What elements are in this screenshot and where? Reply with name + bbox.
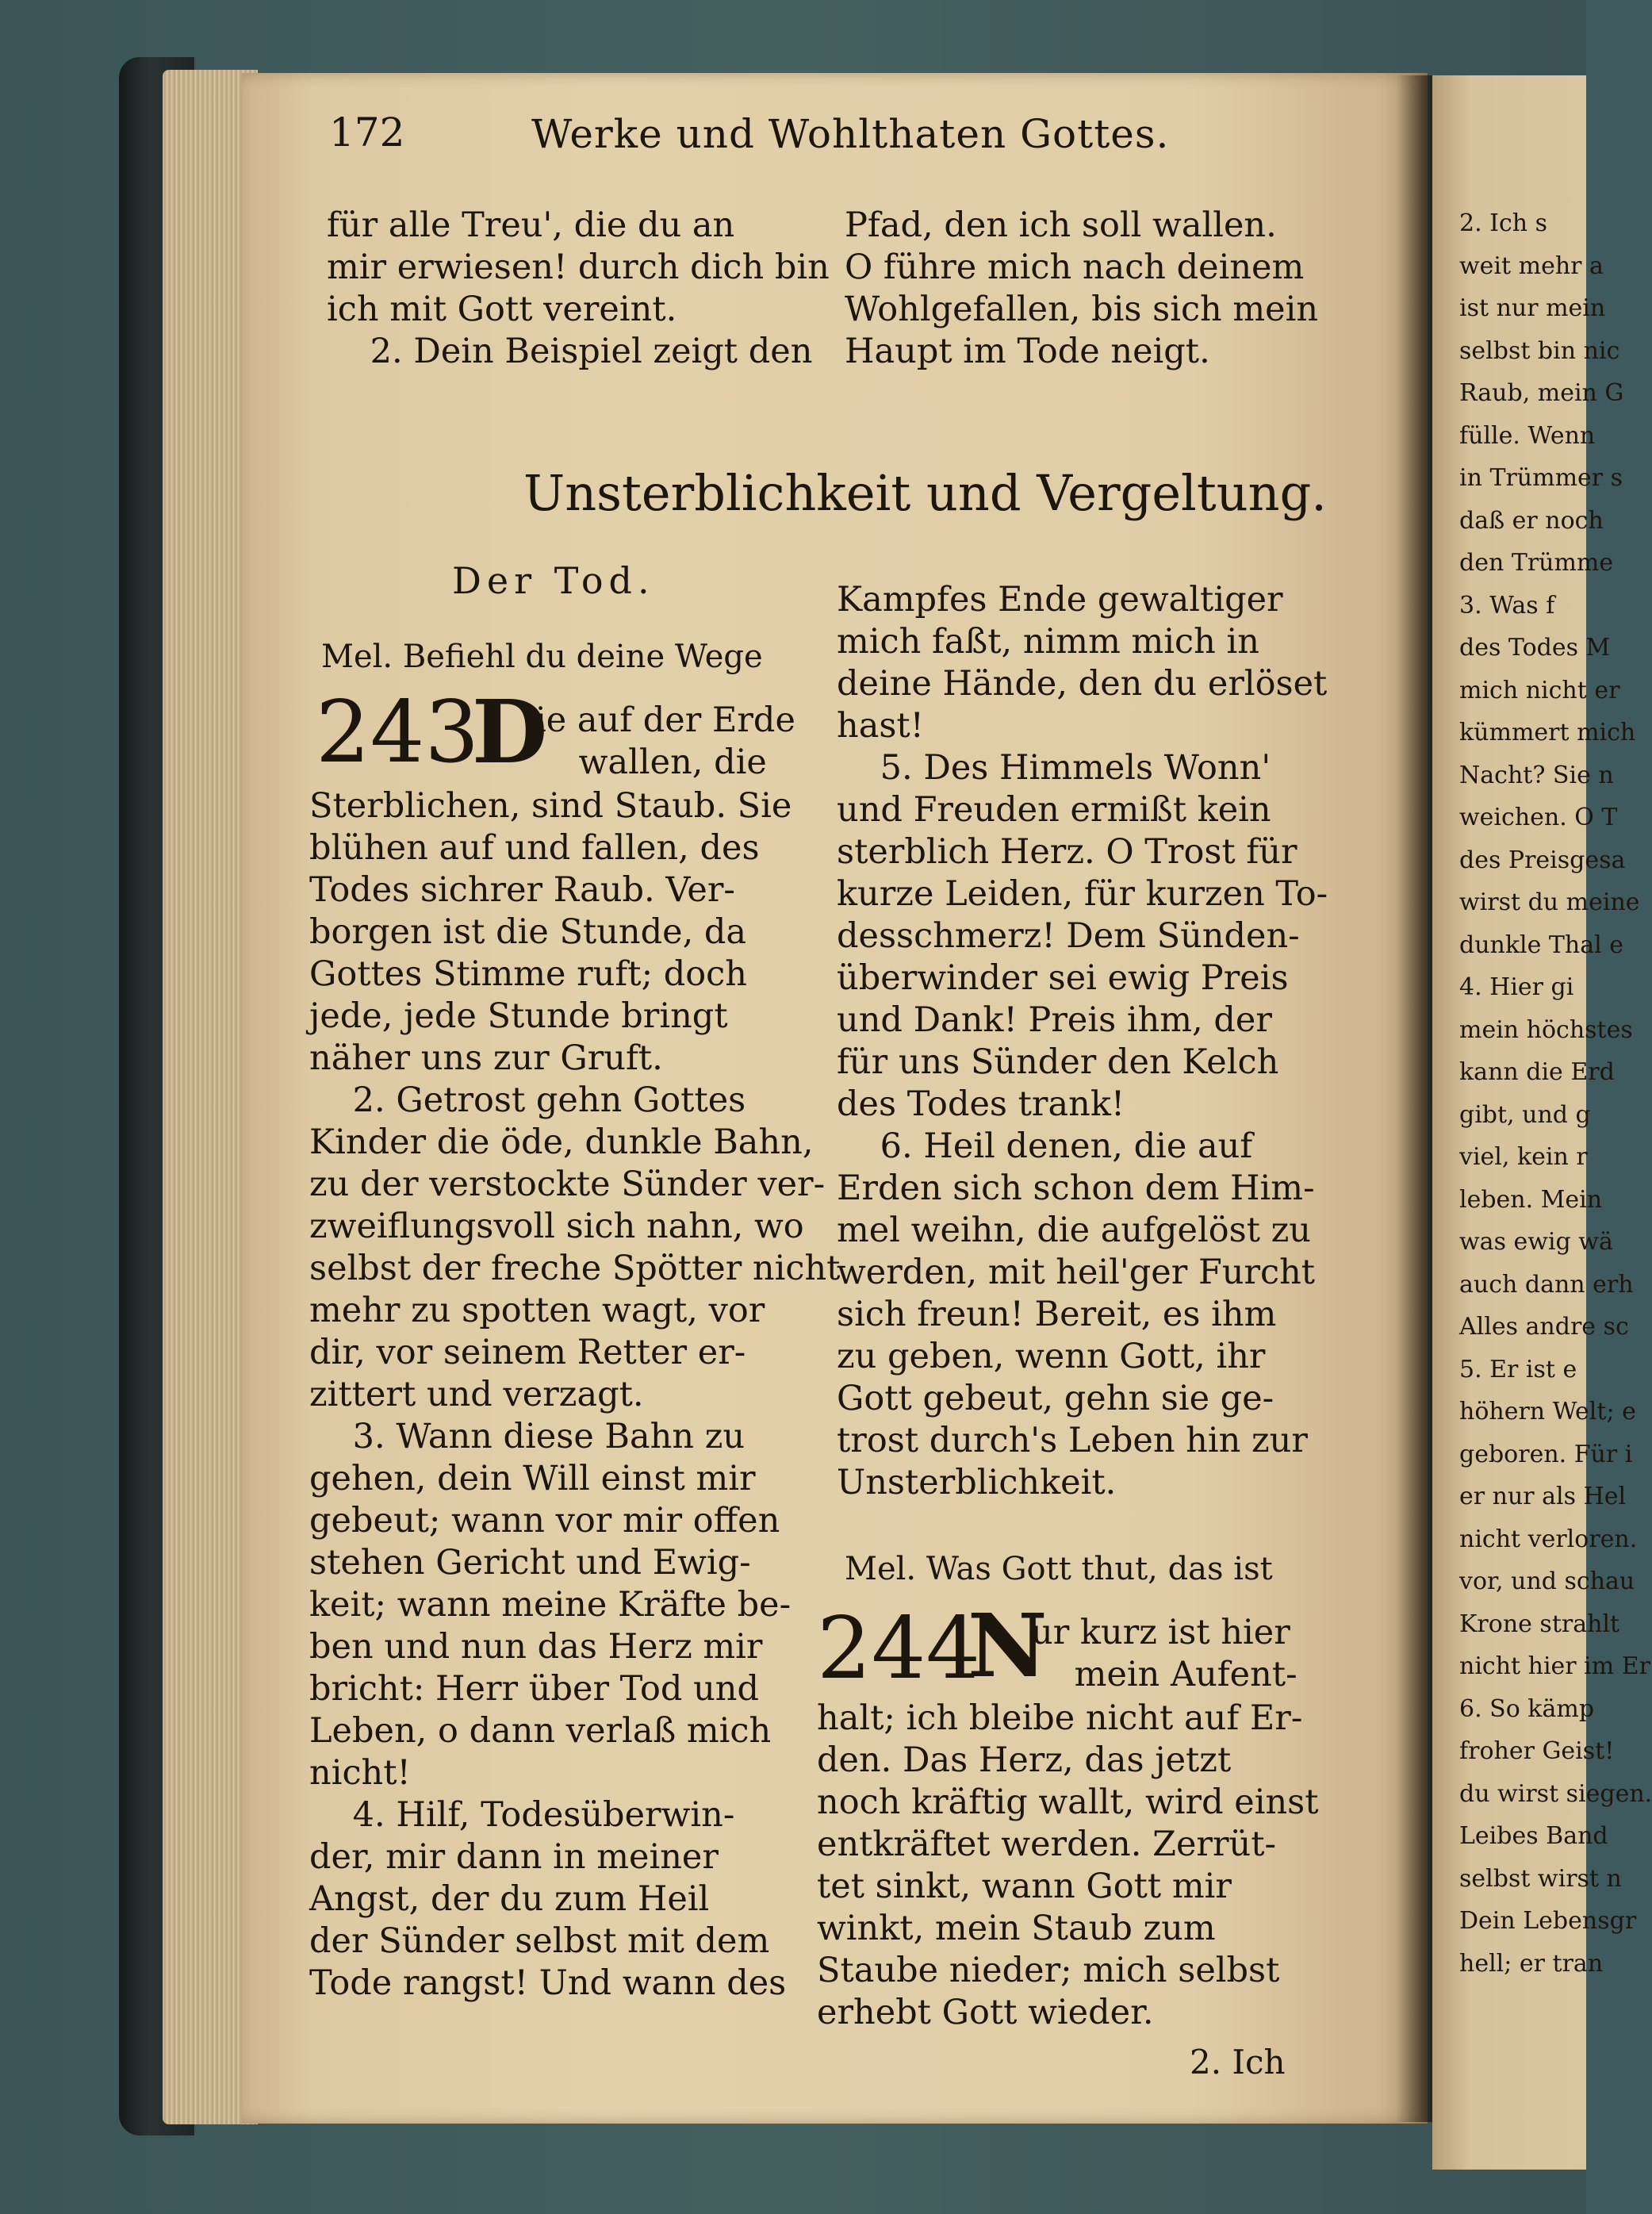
hymn-243-right-column: Kampfes Ende gewaltiger mich faßt, nimm mich in deine Hände, den du erlöset hast! 5. Des Himmels Wonn' und Freuden ermißt kein sterblich Herz. O Trost für kurze Leiden, für kurzen To- desschmerz! Dem Sünden- überwinder sei ewig Preis und Dank! Preis ihm, der für uns Sünder den Kelch des Todes trank! 6. Heil denen, die auf Erden sich schon dem Him- mel weihn, die aufgelöst zu werden, mit heil'ger Furcht sich freun! Bereit, es ihm zu geben, wenn Gott, ihr Gott gebeut, gehn sie ge- trost durch's Leben hin zur Unsterblichkeit. (837, 580, 1328, 1502)
section-title: Unsterblichkeit und Vergeltung. (523, 464, 1328, 522)
right-page-text-fragments: 2. Ich s weit mehr a ist nur mein selbst bin nic Raub, mein G fülle. Wenn in Trümmer s daß er noch den Trümme 3. Was f des Todes M mich nicht er kümmert mich Nacht? Sie n weichen. O T des Preisgesa wirst du meine dunkle Thal e 4. Hier gi mein höchstes kann die Erd gibt, und g viel, kein r leben. Mein was ewig wä auch dann erh Alles andre sc 5. Er ist e höhern Welt; e geboren. Für i er nur als Hel nicht verloren. vor, und schau Krone strahlt nicht hier im Er 6. So kämp froher Geist! du wirst siegen. Leibes Band selbst wirst n Dein Lebensgr hell; er tran (1459, 209, 1652, 1978)
hymn-243-subtitle: Der Tod. (452, 559, 655, 602)
hymn-243-number: 243 (316, 683, 480, 782)
prev-hymn-left-column: für alle Treu', die du an mir erwiesen! durch dich bin ich mit Gott vereint. 2. Dein Beispiel zeigt den (327, 205, 830, 371)
hymn-243-opening-lines: ie auf der Erde wallen, die (535, 700, 795, 782)
hymn-244-initial: N (968, 1594, 1048, 1697)
hymn-244-text: halt; ich bleibe nicht auf Er- den. Das Herz, das jetzt noch kräftig wallt, wird einst entkräftet werden. Zerrüt- tet sinkt, wann Gott mir winkt, mein Staub zum Staube nieder; mich selbst erhebt Gott wieder. (817, 1698, 1319, 2032)
prev-hymn-right-column: Pfad, den ich soll wallen. O führe mich nach deinem Wohlgefallen, bis sich mein Haupt im Tode neigt. (845, 205, 1319, 371)
hymn-243-initial: D (472, 681, 548, 783)
hymn-244-number: 244 (817, 1599, 981, 1698)
hymn-244-melody: Mel. Was Gott thut, das ist (845, 1551, 1273, 1587)
hymn-243-melody: Mel. Befiehl du deine Wege (321, 639, 763, 675)
hymn-243-left-column: Sterblichen, sind Staub. Sie blühen auf und fallen, des Todes sichrer Raub. Ver- borgen ist die Stunde, da Gottes Stimme ruft; doch jede, jede Stunde bringt näher uns zur Gruft. 2. Getrost gehn Gottes Kinder die öde, dunkle Bahn, zu der verstockte Sünder ver- zweiflungsvoll sich nahn, wo selbst der freche Spötter nicht mehr zu spotten wagt, vor dir, vor seinem Retter er- zittert und verzagt. 3. Wann diese Bahn zu gehen, dein Will einst mir gebeut; wann vor mir offen stehen Gericht und Ewig- keit; wann meine Kräfte be- ben und nun das Herz mir bricht: Herr über Tod und Leben, o dann verlaß mich nicht! 4. Hilf, Todesüberwin- der, mir dann in meiner Angst, der du zum Heil der Sünder selbst mit dem Tode rangst! Und wann des (309, 786, 841, 2003)
hymn-244-opening-lines: ur kurz ist hier mein Aufent- (1031, 1613, 1297, 1694)
page-number: 172 (329, 109, 405, 155)
catchword: 2. Ich (1190, 2043, 1286, 2082)
running-title: Werke und Wohlthaten Gottes. (531, 111, 1170, 157)
